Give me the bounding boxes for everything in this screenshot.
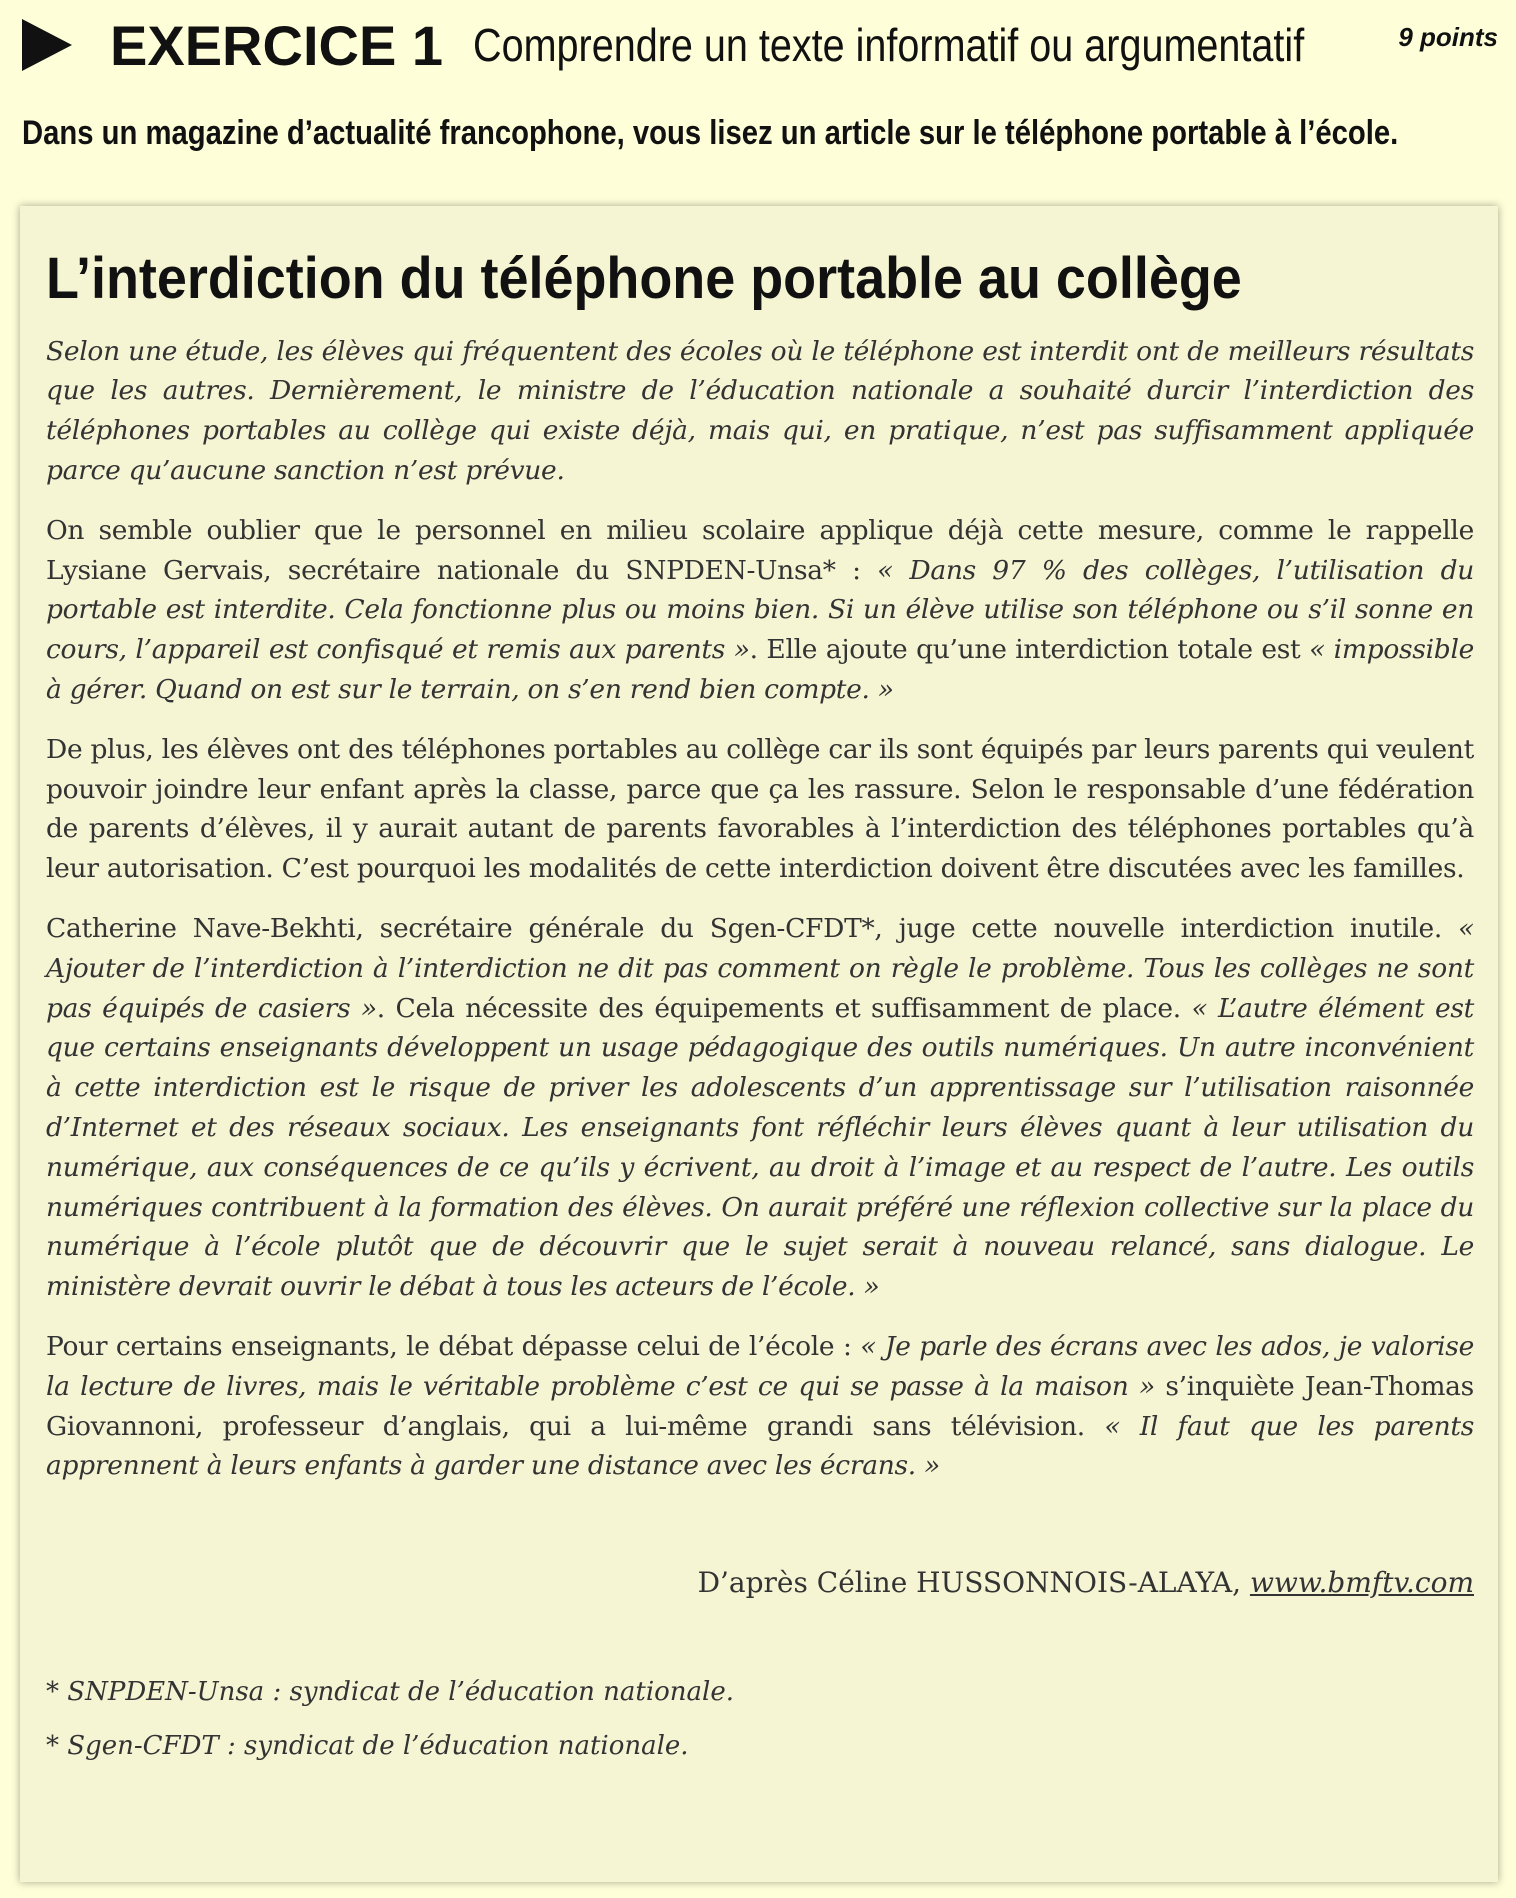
paragraph-5-text-a: Pour certains enseignants, le débat dépasse celui de l’école : xyxy=(46,1330,861,1362)
paragraph-2-quote-1: « Dans 97 % des collèges, l’utilisation du portable est interdite. Cela fonctionne plus ou moins bien. Si un élève utilise son téléphone ou s’il sonne en cours, l’appareil est confisqué et remis aux parents » xyxy=(46,554,1474,666)
exercise-intro: Dans un magazine d’actualité francophone, vous lisez un article sur le téléphone portable à l’école. xyxy=(22,114,1399,152)
article-credit xyxy=(46,1566,1474,1599)
paragraph-4-text-a: Catherine Nave-Bekhti, secrétaire générale du Sgen-CFDT*, juge cette nouvelle interdiction inutile. xyxy=(46,912,1459,944)
source-link[interactable]: www.bmftv.com xyxy=(1249,1566,1474,1600)
exercise-label: EXERCICE 1 xyxy=(110,13,443,77)
article-card xyxy=(20,206,1498,1882)
paragraph-1 xyxy=(46,332,1474,491)
paragraph-5-quote-1: « Je parle des écrans avec les ados, je valorise la lecture de livres, mais le véritable problème c’est ce qui se passe à la maison » xyxy=(46,1330,1474,1402)
paragraph-2-text-a: On semble oublier que le personnel en milieu scolaire applique déjà cette mesure, comme le rappelle Lysiane Gervais, secrétaire nationale du SNPDEN-Unsa* : xyxy=(46,514,1474,586)
paragraph-2 xyxy=(46,511,1474,710)
paragraph-4-quote-1: « Ajouter de l’interdiction à l’interdiction ne dit pas comment on règle le problème. Tous les collèges ne sont pas équipés de casiers » xyxy=(46,912,1474,1024)
paragraph-4 xyxy=(46,909,1474,1307)
paragraph-4-quote-2: « L’autre élément est que certains enseignants développent un usage pédagogique des outils numériques. Un autre inconvénient à cette interdiction est le risque de priver les adolescents d’un apprentissage sur l’utilisation raisonnée d’Internet et des réseaux sociaux. Les enseignants font réfléchir leurs élèves quant à leur utilisation du numérique, aux conséquences de ce qu’ils y écrivent, au droit à l’image et au respect de l’autre. Les outils numériques contribuent à la formation des élèves. On aurait préféré une réflexion collective sur la place du numérique à l’école plutôt que de découvrir que le sujet serait à nouveau relancé, sans dialogue. Le ministère devrait ouvrir le débat à tous les acteurs de l’école. » xyxy=(46,992,1474,1303)
paragraph-2-quote-2: « impossible à gérer. Quand on est sur le terrain, on s’en rend bien compte. » xyxy=(46,634,1474,705)
play-arrow-icon xyxy=(22,19,72,71)
paragraph-3: De plus, les élèves ont des téléphones portables au collège car ils sont équipés par leurs parents qui veulent pouvoir joindre leur enfant après la classe, parce que ça les rassure. Selon le responsable d’une fédération de parents d’élèves, il y aurait autant de parents favorables à l’interdiction des téléphones portables qu’à leur autorisation. C’est pourquoi les modalités de cette interdiction doivent être discutées avec les familles. xyxy=(46,733,1474,885)
paragraph-2-text-c: . Elle ajoute qu’une interdiction totale est xyxy=(749,634,1310,666)
footnote-2: * Sgen-CFDT : syndicat de l’éducation nationale. xyxy=(46,1731,689,1762)
paragraph-5 xyxy=(46,1327,1474,1486)
exercise-header xyxy=(22,14,1502,76)
article-title: L’interdiction du téléphone portable au collège xyxy=(46,246,1242,311)
footnote-1: * SNPDEN-Unsa : syndicat de l’éducation nationale. xyxy=(46,1677,734,1708)
paragraph-1-text: Selon une étude, les élèves qui fréquentent des écoles où le téléphone est interdit ont de meilleurs résultats que les autres. Dernièrement, le ministre de l’éducation nationale a souhaité durcir l’interdiction des téléphones portables au collège qui existe déjà, mais qui, en pratique, n’est pas suffisamment appliquée parce qu’aucune sanction n’est prévue. xyxy=(46,335,1474,486)
exercise-subtitle: Comprendre un texte informatif ou argumentatif xyxy=(473,19,1305,71)
paragraph-5-text-c: s’inquiète Jean-Thomas Giovannoni, professeur d’anglais, qui a lui-même grandi sans télévision. xyxy=(46,1370,1474,1442)
credit-author: D’après Céline HUSSONNOIS-ALAYA, xyxy=(697,1566,1250,1600)
points-badge: 9 points xyxy=(1398,22,1498,52)
footnotes xyxy=(46,1677,1474,1761)
paragraph-5-quote-2: « Il faut que les parents apprennent à leurs enfants à garder une distance avec les écrans. » xyxy=(46,1410,1474,1482)
paragraph-4-text-c: . Cela nécessite des équipements et suffisamment de place. xyxy=(376,992,1192,1024)
